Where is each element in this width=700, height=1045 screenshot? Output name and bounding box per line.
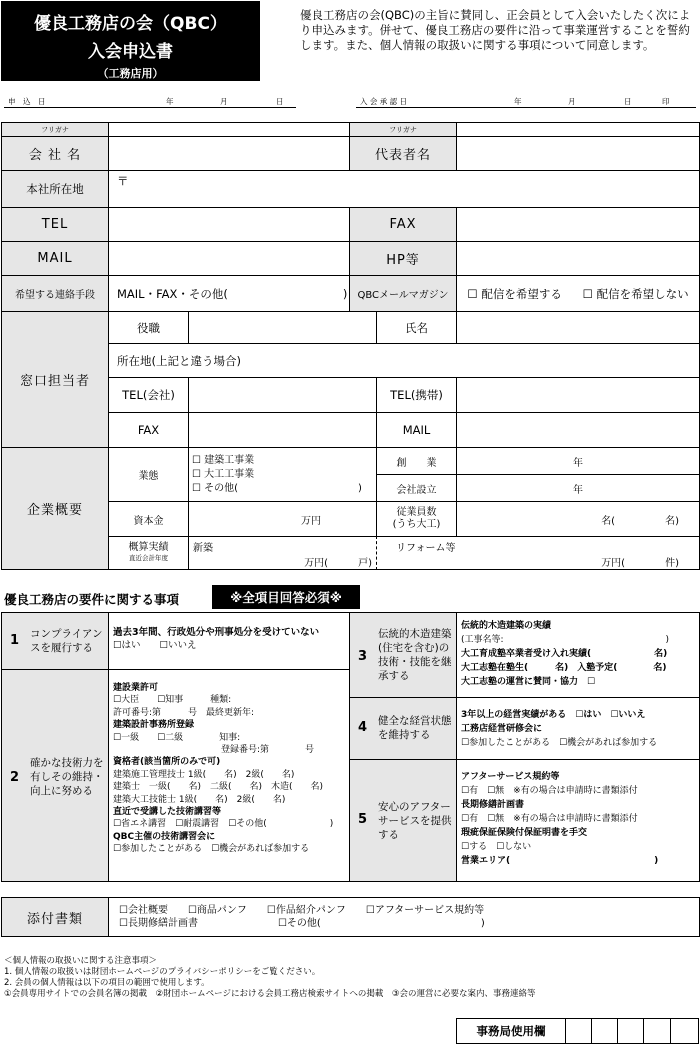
tel-company-label: TEL(会社) (108, 377, 189, 413)
req4-label-cell: 4 健全な経営状態を維持する (349, 697, 457, 760)
capital-input[interactable]: 万円 (188, 501, 377, 537)
tel-mobile-input[interactable] (456, 377, 700, 413)
position-input[interactable] (188, 311, 377, 344)
fax-input[interactable] (456, 207, 700, 242)
address-label: 本社所在地 (1, 170, 109, 208)
contact-name-label: 氏名 (376, 311, 457, 344)
magazine-options[interactable] (456, 275, 700, 312)
approve-date-label: 入 会 承 認 日 (360, 97, 408, 106)
attachments-options[interactable] (108, 897, 700, 937)
mail-input[interactable] (108, 241, 350, 276)
rep-furigana-input[interactable] (456, 122, 700, 137)
req1-content[interactable]: 過去3年間、行政処分や刑事処分を受けていない ☐はい ☐いいえ (108, 612, 350, 670)
address-input[interactable]: 〒 (108, 170, 700, 208)
apply-date-bar[interactable]: 申 込 日 年 月 日 (4, 94, 296, 108)
attachments-line1[interactable]: ☐会社概要 ☐商品パンフ ☐作品紹介パンフ ☐アフターサービス規約等 (119, 905, 485, 916)
magazine-no-checkbox[interactable]: ☐ 配信を希望しない (582, 286, 689, 301)
new-build-input[interactable]: 新築 万円( 戸) (188, 536, 377, 570)
office-use-label: 事務局使用欄 (456, 1018, 566, 1044)
office-use-box[interactable] (591, 1018, 618, 1044)
founded-label: 創 業 (376, 447, 457, 475)
established-input[interactable]: 年 (456, 474, 700, 502)
contact-method-options[interactable]: MAIL・FAX・その他( ) (108, 275, 350, 312)
contact-method-label: 希望する連絡手段 (1, 275, 109, 312)
req3-label-cell: 3 伝統的木造建築(住宅を含む)の技術・技能を継承する (349, 612, 457, 698)
biz-building-checkbox[interactable]: ☐ 建築工事業 (192, 454, 255, 466)
tel-mobile-label: TEL(携帯) (376, 377, 457, 413)
employees-label: 従業員数 (うち大工) (376, 501, 457, 537)
magazine-yes-checkbox[interactable]: ☐ 配信を希望する (467, 286, 562, 301)
req5-content[interactable]: アフターサービス規約等 ☐有 ☐無 ※有の場合は申請時に書類添付 長期修繕計画書 ☐有 ☐無 ※有の場合は申請時に書類添付 瑕疵保証保険付保証明書を手交 ☐する ☐しない 営業エリア( ) (456, 759, 700, 882)
seal-mark: 印 (662, 97, 670, 106)
reform-input[interactable]: リフォーム等 万円( 件) (376, 536, 700, 570)
req3-content[interactable]: 伝統的木造建築の実績 (工事名等: ) 大工育成塾卒業者受け入れ実績( 名) 大工志塾在塾生( 名) 入塾予定( 名) 大工志塾の運営に賛同・協力 ☐ (456, 612, 700, 698)
overview-label: 企業概要 (1, 447, 109, 570)
window-mail-label: MAIL (376, 412, 457, 448)
employees-input[interactable]: 名( 名) (456, 501, 700, 537)
required-badge: ※全項目回答必須※ (212, 585, 360, 609)
results-label: 概算実績 直近会計年度 (108, 536, 189, 570)
business-type-options[interactable] (188, 447, 377, 502)
rep-name-label: 代表者名 (349, 136, 457, 171)
established-label: 会社設立 (376, 474, 457, 502)
window-contact-label: 窓口担当者 (1, 311, 109, 448)
alt-address-input[interactable]: 所在地(上記と違う場合) (108, 343, 700, 378)
tel-company-input[interactable] (188, 377, 377, 413)
company-name-input[interactable] (108, 136, 350, 171)
approve-date-bar[interactable]: 入 会 承 認 日 年 月 日 印 (356, 94, 696, 108)
requirements-heading: 優良工務店の要件に関する事項 (4, 592, 180, 607)
apply-date-label: 申 込 日 (8, 97, 46, 106)
magazine-label: QBCメールマガジン (349, 275, 457, 312)
office-use-box[interactable] (643, 1018, 671, 1044)
biz-other-checkbox[interactable]: ☐ その他( ) (192, 482, 362, 494)
office-use-box[interactable] (617, 1018, 644, 1044)
tel-input[interactable] (108, 207, 350, 242)
results-note: 直近会計年度 (129, 554, 168, 562)
company-name-label: 会 社 名 (1, 136, 109, 171)
rep-name-input[interactable] (456, 136, 700, 171)
founded-input[interactable]: 年 (456, 447, 700, 475)
req1-answer-checkbox[interactable]: ☐はい ☐いいえ (113, 639, 197, 651)
title-type: （工務店用） (97, 67, 164, 80)
window-fax-label: FAX (108, 412, 189, 448)
fax-label: FAX (349, 207, 457, 242)
tel-label: TEL (1, 207, 109, 242)
window-fax-input[interactable] (188, 412, 377, 448)
privacy-notes: ＜個人情報の取扱いに関する注意事項＞ 1. 個人情報の取扱いは財団ホームページのプライバシーポリシーをご覧ください。 2. 会員の個人情報は以下の項目の範囲で使用します。 ①会員専用サイトでの会員名簿の掲載 ②財団ホームページにおける会員工務店検索サイトへの掲載 ③会の運営に必要な案内、事務連絡等 (4, 956, 536, 999)
req4-content[interactable]: 3年以上の経営実績がある ☐はい ☐いいえ 工務店経営研修会に ☐参加したことがある ☐機会があれば参加する (456, 697, 700, 760)
attachments-line2[interactable]: ☐長期修繕計画書 ☐その他( ) (119, 918, 485, 929)
req2-label-cell: 2 確かな技術力を有しその維持・向上に努める (1, 669, 109, 882)
intro-text: 優良工務店の会(QBC)の主旨に賛同し、正会員として入会いたしたく次により申込みます。併せて、優良工務店の要件に沿って事業運営することを誓約します。また、個人情報の取扱いに関する事項について同意します。 (300, 8, 691, 52)
title-block (1, 1, 260, 81)
office-use-box[interactable] (565, 1018, 592, 1044)
mail-label: MAIL (1, 241, 109, 276)
title-main: 優良工務店の会（QBC） (34, 14, 227, 34)
company-furigana-input[interactable] (108, 122, 350, 137)
business-type-label: 業態 (108, 447, 189, 502)
window-mail-input[interactable] (456, 412, 700, 448)
req2-content[interactable]: 建設業許可 ☐大臣 ☐知事 種類: 許可番号:第 号 最終更新年: 建築設計事務所登録 ☐一級 ☐二級 知事: 登録番号:第 号 資格者(該当箇所のみで可) 建築施工管理技士 1級( 名) 2級( 名) 建築士 一級( 名) 二級( 名) 木造( 名) 建築大工技能士 1級( 名) 2級( 名) 直近で受講した技術講習等 ☐省エネ講習 ☐耐震講習 ☐その他( ) QBC主催の技術講習会に ☐参加したことがある ☐機会があれば参加する (108, 669, 350, 882)
title-sub: 入会申込書 (88, 42, 173, 62)
position-label: 役職 (108, 311, 189, 344)
attachments-label: 添付書類 (1, 897, 109, 937)
hp-input[interactable] (456, 241, 700, 276)
office-use-box[interactable] (670, 1018, 699, 1044)
req1-label-cell: 1 コンプライアンスを履行する (1, 612, 109, 670)
biz-carpentry-checkbox[interactable]: ☐ 大工工事業 (192, 468, 255, 480)
capital-label: 資本金 (108, 501, 189, 537)
req5-label-cell: 5 安心のアフターサービスを提供する (349, 759, 457, 882)
contact-name-input[interactable] (456, 311, 700, 344)
hp-label: HP等 (349, 241, 457, 276)
